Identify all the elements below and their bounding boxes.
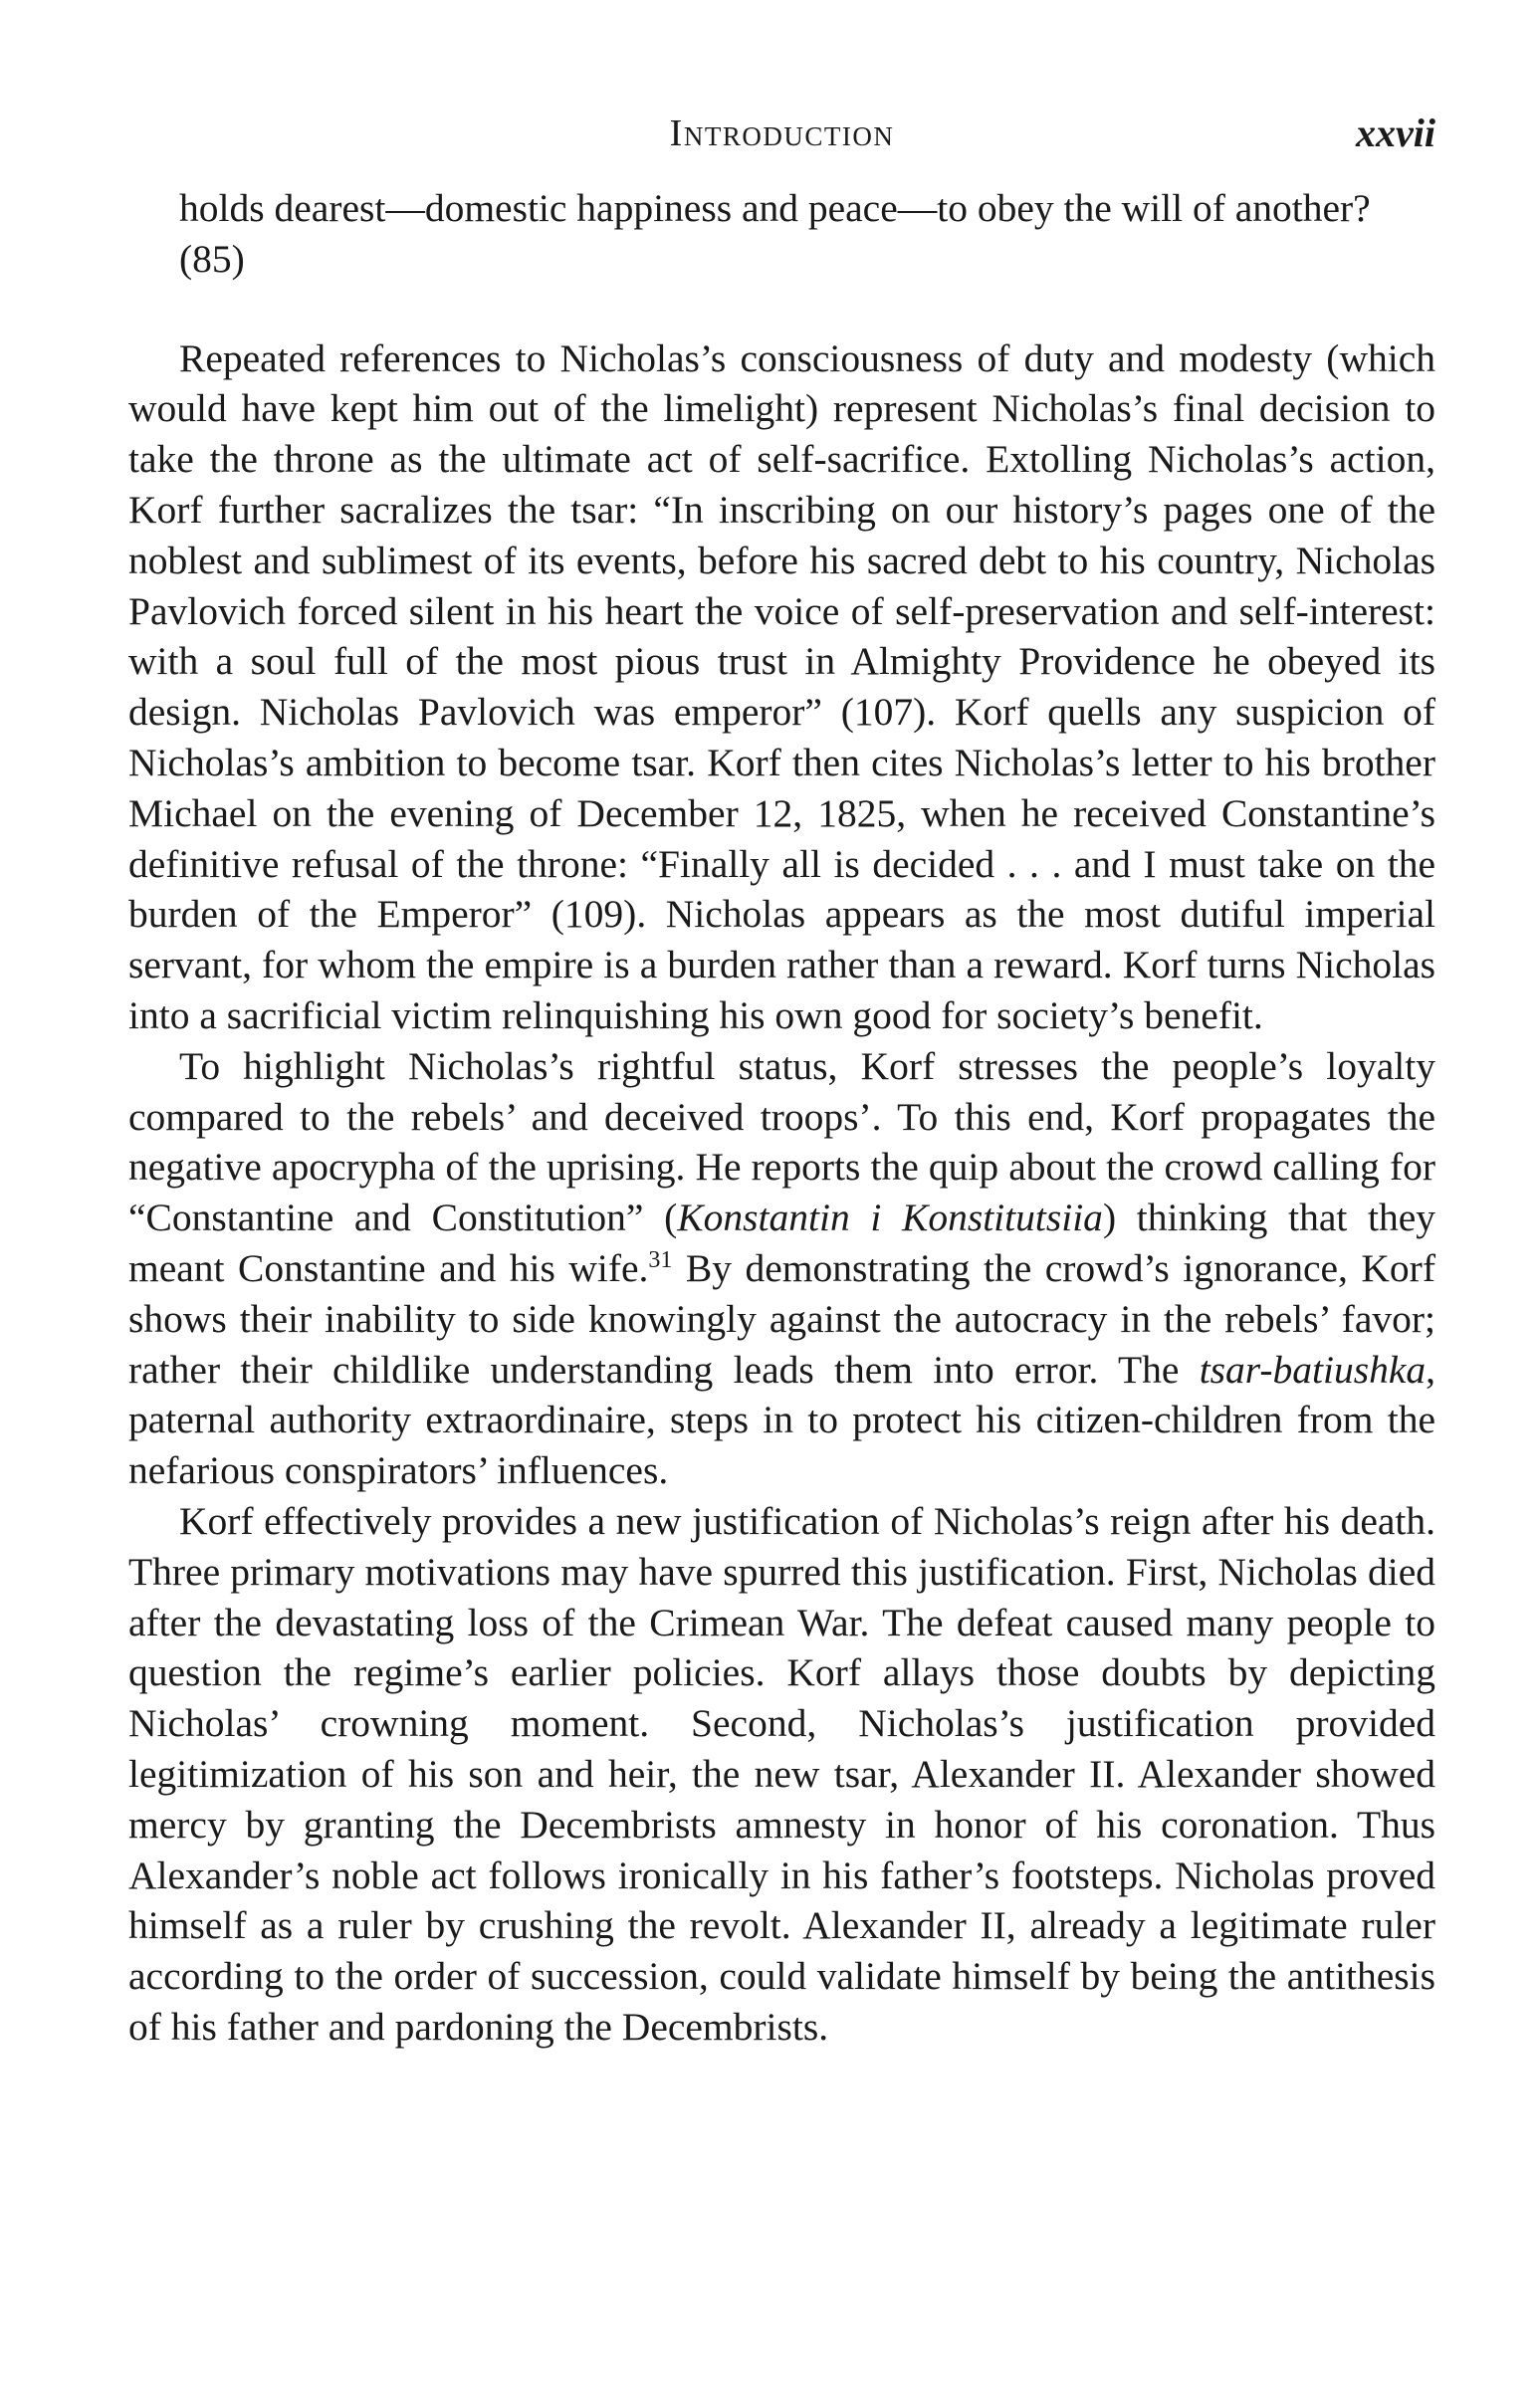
body-text (128, 183, 1435, 2053)
italic-term: Konstantin i Konstitutsiia (677, 1196, 1103, 1240)
text-run: To highlight Nicholas’s rightful status, Korf stresses the people’s loyalty compared to the rebels’ and deceived troops’. To this end, Korf propagates the negative apocrypha of the uprising. He reports the quip about the crowd calling for “Constantine and Constitution” ( (128, 1043, 1435, 1240)
text-run: ) thinking that they meant Constantine and his wife. (128, 1196, 1435, 1290)
paragraph: Korf effectively provides a new justification of Nicholas’s reign after his death. Three primary motivations may have spurred this justification. First, Nicholas died after the devastating loss of the Crimean War. The defeat caused many people to question the regime’s earlier policies. Korf allays those doubts by depicting Nicholas’ crowning moment. Second, Nicholas’s justification provided legitimization of his son and heir, the new tsar, Alexander II. Alexander showed mercy by granting the Decembrists amnesty in honor of his coronation. Thus Alexander’s noble act follows ironically in his father’s footsteps. Nicholas proved himself as a ruler by crushing the revolt. Alexander II, already a legitimate ruler according to the order of succession, could validate himself by being the antithesis of his father and pardoning the Decembrists. (128, 1498, 1435, 2049)
paragraph (128, 1041, 1435, 1496)
italic-term: tsar-batiushka (1199, 1347, 1427, 1392)
paragraph: Repeated references to Nicholas’s consciousness of duty and modesty (which would have kept him out of the limelight) represent Nicholas’s final decision to take the throne as the ultimate act of self-sacrifice. Extolling Nicholas’s action, Korf further sacralizes the tsar: “In inscribing on our history’s pages one of the noblest and sublimest of its events, before his sacred debt to his country, Nicholas Pavlovich forced silent in his heart the voice of self-preservation and self-interest: with a soul full of the most pious trust in Almighty Providence he obeyed its design. Nicholas Pavlovich was emperor” (107). Korf quells any suspicion of Nicholas’s ambition to become tsar. Korf then cites Nicholas’s letter to his brother Michael on the evening of December 12, 1825, when he received Constantine’s definitive refusal of the throne: “Finally all is decided . . . and I must take on the burden of the Emperor” (109). Nicholas appears as the most dutiful imperial servant, for whom the empire is a burden rather than a reward. Korf turns Nicholas into a sacrificial victim relinquishing his own good for society’s benefit. (128, 335, 1435, 1037)
footnote-ref: 31 (648, 1246, 673, 1273)
running-head: Introduction (669, 112, 895, 154)
text-run: , paternal authority extraordinaire, steps in to protect his citizen-children from the nefarious conspirators’ influences. (128, 1347, 1435, 1493)
page-header (128, 111, 1435, 171)
text-run: By demonstrating the crowd’s ignorance, Korf shows their inability to side knowingly against the autocracy in the rebels’ favor; rather their childlike understanding leads them into error. The (128, 1245, 1435, 1392)
block-quote: holds dearest—domestic happiness and peace—to obey the will of another? (85) (179, 186, 1371, 281)
page-number: xxvii (1356, 110, 1435, 155)
